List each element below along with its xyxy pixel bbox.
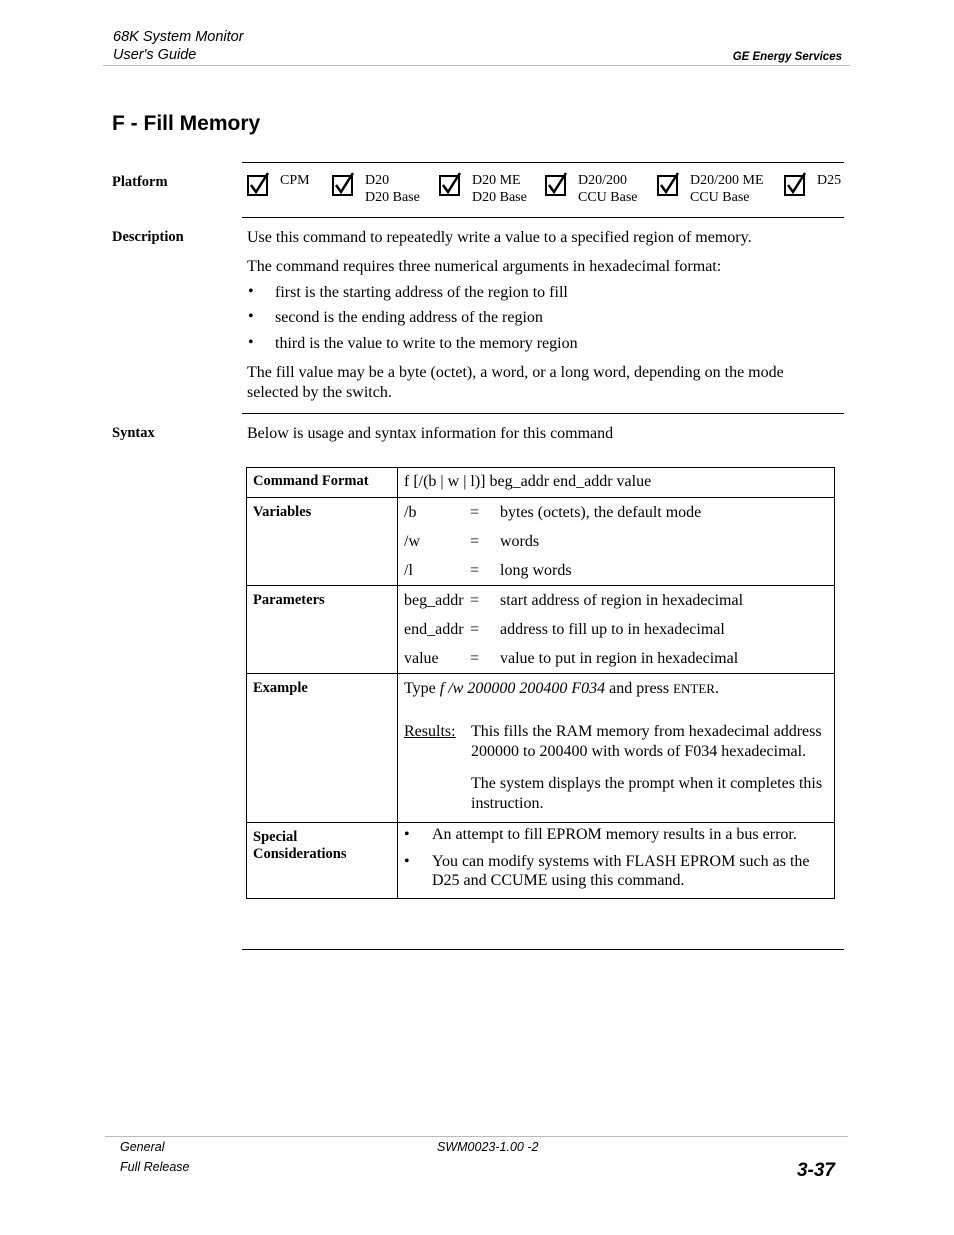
example-type: Type [404, 680, 436, 697]
checkbox-checked-icon [657, 172, 680, 197]
parameter-key: beg_addr [404, 591, 464, 609]
table-row [247, 498, 835, 586]
variable-row [404, 556, 828, 585]
syntax-label: Syntax [112, 425, 155, 441]
description-para3-line1: The fill value may be a byte (octet), a word, or a long word, depending on the mode [247, 364, 784, 381]
description-para2: The command requires three numerical arguments in hexadecimal format: [247, 258, 722, 275]
example-press: and press [609, 680, 670, 697]
header-title [113, 28, 244, 64]
list-item [404, 852, 828, 891]
special-item: You can modify systems with FLASH EPROM such as the D25 and CCUME using this command. [432, 852, 810, 889]
checkbox-checked-icon [545, 172, 568, 197]
variable-desc: long words [500, 561, 572, 579]
platform-bottom-rule [242, 217, 844, 218]
parameters-cell [398, 586, 835, 674]
example-command: f /w 200000 200400 F034 [439, 680, 606, 697]
description-bullet: first is the starting address of the region to fill [275, 284, 568, 301]
platform-item-d20-200 [545, 172, 638, 206]
variable-eq: = [470, 561, 480, 579]
table-row [247, 586, 835, 674]
example-line [404, 679, 828, 699]
example-key: ENTER [673, 681, 715, 696]
description-bullet: second is the ending address of the region [275, 309, 543, 326]
checkbox-checked-icon [332, 172, 355, 197]
special-label [247, 823, 398, 899]
variable-row [404, 498, 828, 527]
bullet-icon: • [248, 283, 254, 300]
platform-item-line1: D20/200 ME [690, 173, 764, 188]
platform-item-line2: CCU Base [690, 190, 750, 205]
header-company: GE Energy Services [732, 51, 842, 63]
platform-item-line1: D20 [365, 173, 390, 188]
parameter-eq: = [470, 620, 480, 638]
platform-item-line1: D20 ME [472, 173, 521, 188]
parameter-row [404, 644, 828, 673]
results-text2: The system displays the prompt when it completes this instruction. [471, 775, 823, 812]
bullet-icon: • [404, 826, 410, 843]
description-bullet: third is the value to write to the memory region [275, 335, 578, 352]
special-label-line2: Considerations [253, 846, 347, 862]
platform-item-d20-200-me [657, 172, 764, 206]
footer-doc-number: SWM0023-1.00 -2 [437, 1140, 539, 1154]
description-label: Description [112, 229, 184, 245]
parameter-key: value [404, 649, 439, 667]
platform-item-d25 [784, 172, 841, 197]
variable-eq: = [470, 503, 480, 521]
description-bottom-rule [242, 413, 844, 414]
command-format-label: Command Format [247, 468, 398, 498]
bullet-icon: • [248, 334, 254, 351]
parameter-eq: = [470, 591, 480, 609]
results-block [404, 722, 828, 813]
header-title-line1: 68K System Monitor [113, 29, 244, 45]
example-period: . [714, 680, 719, 697]
syntax-table [246, 467, 835, 899]
variable-desc: words [500, 532, 540, 550]
variable-desc: bytes (octets), the default mode [500, 503, 702, 521]
description-para1: Use this command to repeatedly write a value to a specified region of memory. [247, 229, 752, 246]
syntax-bottom-rule [242, 949, 844, 950]
table-row [247, 674, 835, 823]
header-rule [103, 65, 850, 66]
platform-item-line1: D20/200 [578, 173, 627, 188]
results-text: This fills the RAM memory from hexadecimal address 200000 to 200400 with words of F034 hexadecimal. [471, 723, 822, 760]
platform-item-line1: D25 [817, 173, 842, 188]
parameters-label: Parameters [247, 586, 398, 674]
parameter-eq: = [470, 649, 480, 667]
description-para3 [247, 363, 784, 403]
parameter-row [404, 615, 828, 644]
parameter-desc: start address of region in hexadecimal [500, 591, 744, 609]
variable-key: /l [404, 561, 413, 579]
special-label-line1: Special [253, 829, 298, 845]
variable-key: /b [404, 503, 417, 521]
checkbox-checked-icon [247, 172, 270, 197]
platform-item-line2: CCU Base [578, 190, 638, 205]
variable-eq: = [470, 532, 480, 550]
platform-label: Platform [112, 174, 168, 190]
parameter-desc: value to put in region in hexadecimal [500, 649, 739, 667]
special-list [404, 825, 828, 891]
footer-left-line2: Full Release [120, 1160, 190, 1174]
platform-item-d20 [332, 172, 420, 206]
platform-item-line1: CPM [280, 173, 310, 188]
parameter-desc: address to fill up to in hexadecimal [500, 620, 725, 638]
variable-key: /w [404, 532, 420, 550]
parameter-key: end_addr [404, 620, 464, 638]
table-row [247, 468, 835, 498]
platform-item-line2: D20 Base [365, 190, 420, 205]
checkbox-checked-icon [439, 172, 462, 197]
variables-label: Variables [247, 498, 398, 586]
header-title-line2: User's Guide [113, 47, 197, 63]
table-row [247, 823, 835, 899]
platform-top-rule [242, 162, 844, 163]
footer-left-line1: General [120, 1140, 165, 1154]
variables-cell [398, 498, 835, 586]
footer-rule [105, 1136, 848, 1137]
description-para3-line2: selected by the switch. [247, 384, 392, 401]
checkbox-checked-icon [784, 172, 807, 197]
parameter-row [404, 586, 828, 615]
command-format-value: f [/(b | w | l)] beg_addr end_addr value [398, 468, 835, 498]
platform-item-cpm [247, 172, 310, 197]
bullet-icon: • [404, 852, 410, 870]
page-title: F - Fill Memory [112, 112, 261, 135]
variable-row [404, 527, 828, 556]
special-cell [398, 823, 835, 899]
special-item: An attempt to fill EPROM memory results in a bus error. [432, 826, 797, 843]
list-item [404, 825, 828, 845]
platform-item-line2: D20 Base [472, 190, 527, 205]
results-label: Results: [404, 723, 456, 740]
example-label: Example [247, 674, 398, 823]
platform-item-d20-me [439, 172, 527, 206]
example-cell [398, 674, 835, 823]
footer-page-number: 3-37 [796, 1160, 835, 1181]
syntax-intro: Below is usage and syntax information for this command [247, 425, 614, 442]
bullet-icon: • [248, 308, 254, 325]
